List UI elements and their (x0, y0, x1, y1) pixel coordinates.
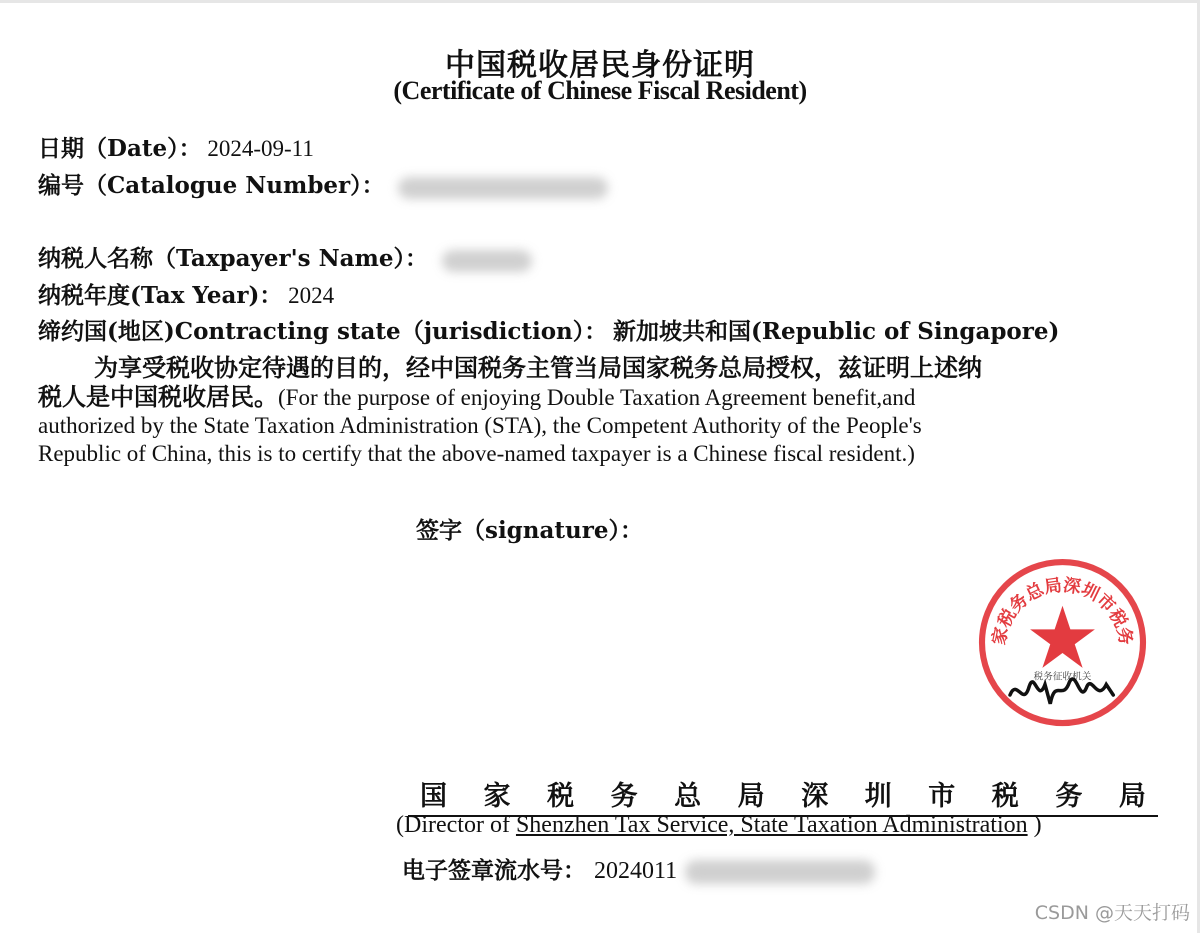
serial-label: 电子签章流水号： (402, 857, 586, 884)
authority-zh-char: 国 (420, 781, 447, 812)
authority-en-suffix: ) (1027, 812, 1042, 838)
statement-zh-line1: 为享受税收协定待遇的目的，经中国税务主管当局国家税务总局授权，兹证明上述纳 (94, 353, 982, 382)
authority-zh-char: 局 (1118, 781, 1146, 812)
date-row (38, 130, 314, 163)
serial-value-redacted (685, 860, 875, 884)
authority-zh-char: 圳 (864, 781, 892, 812)
authority-zh-char: 务 (610, 781, 638, 812)
authority-zh-char: 税 (547, 781, 575, 812)
page-edge-top (0, 0, 1200, 3)
e-seal-serial-row (402, 852, 875, 885)
statement-zh-line2: 税人是中国税收居民。 (38, 382, 278, 411)
statement-en-part2: authorized by the State Taxation Administration (STA), the Competent Authority of the People's (38, 413, 922, 438)
tax-year-label: 纳税年度(Tax Year)： (38, 282, 283, 309)
date-value: 2024-09-11 (207, 136, 314, 161)
seal-inner-text: 税务征收机关 (1033, 671, 1092, 683)
authority-zh-char: 总 (674, 781, 702, 812)
statement-en-part1: (For the purpose of enjoying Double Taxation Agreement benefit,and (278, 385, 916, 410)
signature-label-text: 签字（signature）： (416, 517, 643, 544)
authority-zh-char: 局 (737, 781, 765, 812)
tax-year-value: 2024 (288, 283, 335, 308)
authority-zh-char: 市 (928, 781, 956, 812)
issuing-authority-zh (408, 774, 1158, 817)
catalogue-row (38, 167, 608, 200)
authority-en-prefix: (Director of (396, 812, 516, 838)
serial-value: 2024011 (594, 858, 678, 884)
certificate-title-en: (Certificate of Chinese Fiscal Resident) (393, 76, 807, 105)
seal-ring-text-path: 家税务总局深圳市税务 (989, 575, 1136, 647)
authority-zh-char: 务 (1055, 781, 1083, 812)
seal-star-icon (1030, 606, 1095, 668)
catalogue-value-redacted (398, 177, 608, 199)
contracting-state-value: 新加坡共和国(Republic of Singapore) (613, 318, 1060, 345)
contracting-state-row (38, 313, 1059, 346)
contracting-state-label: 缔约国(地区)Contracting state（jurisdiction）： (38, 318, 608, 345)
tax-year-row (38, 277, 334, 310)
taxpayer-name-redacted (442, 250, 532, 272)
handwritten-signature-icon (1010, 679, 1113, 704)
signature-label (416, 512, 643, 545)
catalogue-label: 编号（Catalogue Number）： (38, 172, 385, 199)
csdn-watermark: CSDN @天天打码 (1034, 902, 1190, 924)
certification-statement (38, 354, 1148, 468)
authority-zh-char: 税 (991, 781, 1019, 812)
authority-zh-char: 家 (483, 781, 511, 812)
taxpayer-row (38, 240, 532, 273)
certificate-title-zh: 中国税收居民身份证明 (445, 48, 755, 83)
authority-en-name: Shenzhen Tax Service, State Taxation Administration (515, 812, 1028, 838)
issuing-authority-en (396, 812, 1042, 839)
date-label: 日期（Date）： (38, 135, 202, 162)
statement-en-part3: Republic of China, this is to certify that the above-named taxpayer is a Chinese fiscal resident.) (38, 441, 915, 466)
taxpayer-label: 纳税人名称（Taxpayer's Name）： (38, 245, 429, 272)
authority-zh-char: 深 (801, 781, 829, 812)
official-seal-icon (975, 555, 1150, 730)
